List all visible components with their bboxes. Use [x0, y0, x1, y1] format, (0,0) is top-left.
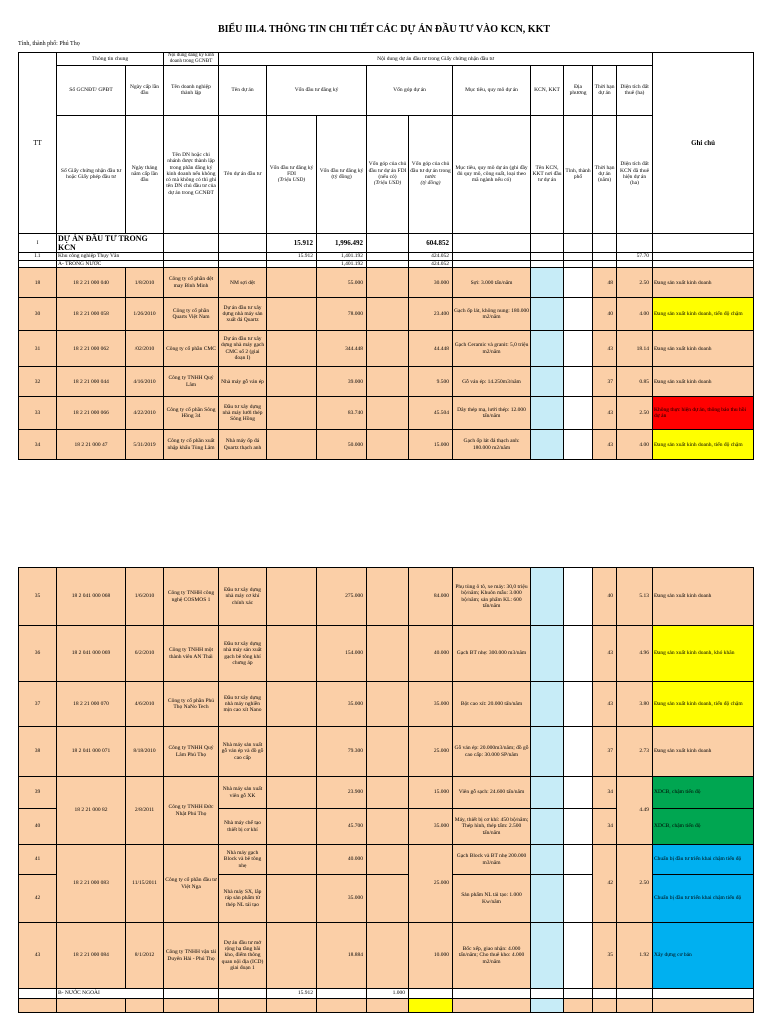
project-objective: Gạch ốp lát, không nung: 180.000 m2/năm — [453, 298, 531, 331]
summary-name: A- TRONG NƯỚC — [57, 260, 164, 267]
project-name: Nhà máy sản xuất gỗ ván ép và đồ gỗ cao cấp — [219, 727, 267, 777]
issue-date: 1/8/2010 — [126, 268, 164, 298]
header-objective: Mục tiêu, quy mô dự án — [453, 65, 531, 115]
land-area: 2.50 — [617, 845, 653, 923]
registered-capital: 35.000 — [317, 875, 367, 923]
project-name: Dự án đầu tư xây dựng nhà máy gạch CMC số 2 (giai đoạn I) — [219, 331, 267, 367]
duration: 40 — [593, 298, 617, 331]
row-number: 40 — [19, 809, 57, 845]
table-row — [19, 367, 754, 397]
cert-number: 18 2 041 000 068 — [57, 568, 126, 626]
subheader-kcn: Tên KCN, KKT nơi đầu tư dự án — [531, 115, 564, 233]
row-number: 41 — [19, 845, 57, 875]
company-name: Công ty TNHH công nghệ COSMOS 1 — [164, 568, 219, 626]
issue-date: 5/31/2019 — [126, 430, 164, 460]
project-name: Đầu tư xây dựng nhà máy nghiền mịn cao xít Nano — [219, 682, 267, 727]
subheader-domestic: Vốn đầu tư đăng ký (tỷ đồng) — [317, 115, 367, 233]
land-area: 0.85 — [617, 367, 653, 397]
duration: 43 — [593, 331, 617, 367]
issue-date: 4/22/2010 — [126, 397, 164, 430]
status-note: Đang sản xuất kinh doanh, tiến độ chậm — [653, 430, 754, 460]
cert-number: 18 2 21 000 044 — [57, 367, 126, 397]
registered-capital: 40.000 — [317, 845, 367, 875]
project-name: Dự án đầu tư mở rộng hạ tầng bãi kho, điểm thông quan nội địa (ICD) giai đoạn 1 — [219, 923, 267, 989]
company-name: Công ty cổ phần Sông Hồng 34 — [164, 397, 219, 430]
table-row — [19, 845, 754, 875]
table-row — [19, 331, 754, 367]
contributed-capital: 15.000 — [409, 777, 453, 809]
project-name: Nhà máy sản xuất viên gỗ XK — [219, 777, 267, 809]
status-note: Đang sản xuất kinh doanh, khó khăn — [653, 626, 754, 682]
row-number: 36 — [19, 626, 57, 682]
header-tt: TT — [19, 53, 57, 234]
company-name: Công ty TNHH Quý Lâm — [164, 367, 219, 397]
row-number: 39 — [19, 777, 57, 809]
subheader-duration: Thời hạn dự án (năm) — [593, 115, 617, 233]
duration: 34 — [593, 809, 617, 845]
table-row — [19, 568, 754, 626]
registered-capital: 275.000 — [317, 568, 367, 626]
header-company: Tên doanh nghiệp thành lập — [164, 65, 219, 115]
project-objective: Gạch Block và BT nhẹ 200.000 m3/năm — [453, 845, 531, 875]
land-area: 3.80 — [617, 682, 653, 727]
issue-date: 4/16/2010 — [126, 367, 164, 397]
issue-date: 4/6/2010 — [126, 682, 164, 727]
table-row — [19, 298, 754, 331]
duration: 40 — [593, 568, 617, 626]
contributed-capital: 9.500 — [409, 367, 453, 397]
status-note: XDCB, chậm tiến độ — [653, 777, 754, 809]
project-objective: Gỗ ván ép: 14.250m3/năm — [453, 367, 531, 397]
contributed-capital: 23.400 — [409, 298, 453, 331]
table-row — [19, 682, 754, 727]
issue-date: 8/18/2010 — [126, 727, 164, 777]
table-row — [19, 626, 754, 682]
land-area: 2.50 — [617, 268, 653, 298]
cert-number: 18 2 21 000 070 — [57, 682, 126, 727]
table-row — [19, 923, 754, 989]
projects-table-top — [18, 52, 754, 460]
subheader-company: Tên DN hoặc chi nhánh được thành lập trong phần đăng ký kinh doanh nếu không có mà không có thì ghi tên DN chủ đầu tư của dự án trong GCNĐT — [164, 115, 219, 233]
table-row — [19, 430, 754, 460]
summary-name: DỰ ÁN ĐẦU TƯ TRONG KCN — [57, 233, 164, 252]
cert-number: 18 2 041 000 071 — [57, 727, 126, 777]
project-name: Nhà máy SX, lắp ráp sản phẩm từ thép NL tái tạo — [219, 875, 267, 923]
row-number: 43 — [19, 923, 57, 989]
land-area: 4.00 — [617, 298, 653, 331]
contributed-capital: 45.504 — [409, 397, 453, 430]
status-note: Đang sản xuất kinh doanh, tiến độ chậm — [653, 298, 754, 331]
issue-date: 8/1/2012 — [126, 923, 164, 989]
company-name: Công ty TNHH Quý Lâm Phú Thọ — [164, 727, 219, 777]
subheader-cert: Số Giấy chứng nhận đầu tư hoặc Giấy phép đầu tư — [57, 115, 126, 233]
contributed-capital: 15.000 — [409, 430, 453, 460]
cert-number: 18 2 21 000 040 — [57, 268, 126, 298]
contributed-capital: 84.000 — [409, 568, 453, 626]
status-note: Chuẩn bị đầu tư triển khai chậm tiến độ — [653, 845, 754, 875]
header-registered-capital: Vốn đầu tư đăng ký — [267, 65, 367, 115]
land-area: 5.13 — [617, 568, 653, 626]
issue-date: 6/2/2010 — [126, 626, 164, 682]
province-label: Tỉnh, thành phố: Phú Thọ — [18, 41, 80, 47]
duration: 43 — [593, 430, 617, 460]
row-number: 30 — [19, 298, 57, 331]
project-name: Nhà máy gạch Block và bê tông nhẹ — [219, 845, 267, 875]
cert-number: 18 2 21 000 82 — [57, 777, 126, 845]
project-objective: Sợi: 3.000 tấn/năm — [453, 268, 531, 298]
project-name: Đầu tư xây dựng nhà máy sản xuất gạch bê tông khí chưng áp — [219, 626, 267, 682]
contributed-capital: 30.000 — [409, 268, 453, 298]
duration: 43 — [593, 682, 617, 727]
header-project-name: Tên dự án — [219, 65, 267, 115]
project-name: Nhà máy chế tạo thiết bị cơ khí — [219, 809, 267, 845]
company-name: Công ty cổ phần xuất nhập khẩu Tùng Lâm — [164, 430, 219, 460]
contributed-capital: 40.000 — [409, 626, 453, 682]
cert-number: 18 2 21 000 47 — [57, 430, 126, 460]
row-number: 35 — [19, 568, 57, 626]
duration: 35 — [593, 923, 617, 989]
company-name: Công ty cổ phần CMC — [164, 331, 219, 367]
project-objective: Máy, thiết bị cơ khí: 450 bộ/năm; Thép hình, thép tấm: 2.500 tấn/năm — [453, 809, 531, 845]
company-name: Công ty TNHH một thành viên AN Thái — [164, 626, 219, 682]
header-locality: Địa phương — [564, 65, 593, 115]
status-note: Xây dựng cơ bản — [653, 923, 754, 989]
project-objective: Gạch BT nhẹ: 300.000 m3/năm — [453, 626, 531, 682]
issue-date: 1/6/2010 — [126, 568, 164, 626]
row-number: 18 — [19, 268, 57, 298]
duration: 43 — [593, 626, 617, 682]
cert-number: 18 2 21 000 062 — [57, 331, 126, 367]
land-area: 4.00 — [617, 430, 653, 460]
issue-date: 1/26/2010 — [126, 298, 164, 331]
row-number: 37 — [19, 682, 57, 727]
registered-capital: 35.000 — [317, 682, 367, 727]
registered-capital: 45.700 — [317, 809, 367, 845]
registered-capital: 154.000 — [317, 626, 367, 682]
project-objective: Viên gỗ sạch: 24.600 tấn/năm — [453, 777, 531, 809]
header-kcn: KCN, KKT — [531, 65, 564, 115]
header-registration: Nội dung đăng ký kinh doanh trong GCNĐT — [164, 53, 219, 66]
project-objective: Dây thép mạ, lưới thép: 12.000 tấn/năm — [453, 397, 531, 430]
contributed-capital: 10.000 — [409, 923, 453, 989]
land-area: 2.73 — [617, 727, 653, 777]
document-title: BIỂU III.4. THÔNG TIN CHI TIẾT CÁC DỰ ÁN ĐẦU TƯ VÀO KCN, KKT — [217, 24, 551, 35]
subheader-contrib-fdi: Vốn góp của chủ đầu tư dự án FDI (nếu có) (Triệu USD) — [367, 115, 409, 233]
row-number: 38 — [19, 727, 57, 777]
cert-number: 18 2 21 000 066 — [57, 397, 126, 430]
company-name: Công ty TNHH vận tải Duyên Hải - Phú Thọ — [164, 923, 219, 989]
duration: 34 — [593, 777, 617, 809]
status-note: Đang sản xuất kinh doanh — [653, 331, 754, 367]
project-objective: Sản phẩm NL tái tạo: 1.000 Kw/năm — [453, 875, 531, 923]
header-duration: Thời hạn dự án — [593, 65, 617, 115]
status-note: Chuẩn bị đầu tư triển khai chậm tiến độ — [653, 875, 754, 923]
registered-capital: 83.740 — [317, 397, 367, 430]
header-cert-no: Số GCNĐT/ GPĐT — [57, 65, 126, 115]
summary-row-1: I DỰ ÁN ĐẦU TƯ TRONG KCN 15.912 1,996.492 604.852 — [19, 233, 754, 252]
row-number: 31 — [19, 331, 57, 367]
issue-date: 2/8/2011 — [126, 777, 164, 845]
company-name: Công ty cổ phần đầu tư Việt Nga — [164, 845, 219, 923]
header-contributed-capital: Vốn góp dự án — [367, 65, 453, 115]
foreign-section-row — [19, 989, 754, 999]
project-objective: Gạch Ceramic và granit: 5,0 triệu m2/năm — [453, 331, 531, 367]
registered-capital: 23.900 — [317, 777, 367, 809]
summary-name: Khu công nghiệp Thụy Vân — [57, 252, 164, 260]
land-area: 4.49 — [617, 777, 653, 845]
status-note: Đang sản xuất kinh doanh — [653, 367, 754, 397]
company-name: Công ty cổ phần Quarts Việt Nam — [164, 298, 219, 331]
row-number: 42 — [19, 875, 57, 923]
table-row — [19, 777, 754, 809]
subheader-area: Diện tích đất KCN đã thuê hiện dự án (ha) — [617, 115, 653, 233]
duration: 42 — [593, 845, 617, 923]
duration: 48 — [593, 268, 617, 298]
row-number: 32 — [19, 367, 57, 397]
header-issue-date: Ngày cấp lần đầu — [126, 65, 164, 115]
contributed-capital: 44.448 — [409, 331, 453, 367]
table-row — [19, 397, 754, 430]
registered-capital: 79.300 — [317, 727, 367, 777]
registered-capital: 78.000 — [317, 298, 367, 331]
row-number: 33 — [19, 397, 57, 430]
row-number: 34 — [19, 430, 57, 460]
company-name: Công ty cổ phần Phú Thọ NaNo Tech — [164, 682, 219, 727]
subheader-fdi: Vốn đầu tư đăng ký FDI (Triệu USD) — [267, 115, 317, 233]
section-name: B- NƯỚC NGOÀI — [57, 989, 164, 999]
issue-date: 11/15/2011 — [126, 845, 164, 923]
company-name: Công ty TNHH Đức Nhật Phú Thọ — [164, 777, 219, 845]
subheader-locality: Tỉnh, thành phố — [564, 115, 593, 233]
duration: 37 — [593, 727, 617, 777]
contributed-capital: 25.000 — [409, 727, 453, 777]
projects-table-bottom — [18, 567, 754, 1013]
contributed-capital: 35.000 — [409, 809, 453, 845]
land-area: 1.92 — [617, 923, 653, 989]
issue-date: /02/2010 — [126, 331, 164, 367]
cert-number: 18 2 21 000 083 — [57, 845, 126, 923]
status-note: XDCB, chậm tiến độ — [653, 809, 754, 845]
project-name: Dự án đầu tư xây dựng nhà máy sản xuất đá Quartz — [219, 298, 267, 331]
header-notes: Ghi chú — [653, 53, 754, 234]
project-objective: Gỗ ván ép: 20.000m3/năm; đồ gỗ cao cấp: 30.000 SP/năm — [453, 727, 531, 777]
land-area: 18.14 — [617, 331, 653, 367]
table-row — [19, 999, 754, 1013]
land-area: 2.50 — [617, 397, 653, 430]
project-name: Đầu tư xây dựng nhà máy lưới thép Sông Hồng — [219, 397, 267, 430]
cert-number: 18 2 21 000 058 — [57, 298, 126, 331]
subheader-date: Ngày tháng năm cấp lần đầu — [126, 115, 164, 233]
summary-row-2: I.1 Khu công nghiệp Thụy Vân 15.912 1,401.192 424.052 57.70 — [19, 252, 754, 260]
project-objective: Phụ tùng ô tô, xe máy: 30,0 triệu bộ/năm; Khuôn mẫu: 3.000 bộ/năm; sản phẩm KL: 600 tấn/năm — [453, 568, 531, 626]
project-name: Nhà máy gỗ ván ép — [219, 367, 267, 397]
project-objective: Gạch ốp lát đá thạch anh: 180.000 m2/năm — [453, 430, 531, 460]
fdi-contribution: 1.000 — [367, 989, 409, 999]
table-row — [19, 268, 754, 298]
fdi-capital: 15.912 — [267, 989, 317, 999]
table-row — [19, 727, 754, 777]
subheader-project: Tên dự án đầu tư — [219, 115, 267, 233]
contributed-capital: 35.000 — [409, 682, 453, 727]
company-name: Công ty cổ phần dệt may Bình Minh — [164, 268, 219, 298]
land-area: 4.96 — [617, 626, 653, 682]
registered-capital: 55.000 — [317, 268, 367, 298]
status-note: Đang sản xuất kinh doanh — [653, 268, 754, 298]
header-project-content: Nội dung dự án đầu tư trong Giấy chứng nhận đầu tư — [219, 53, 653, 66]
duration: 43 — [593, 397, 617, 430]
subheader-contrib-domestic: Vốn góp của chủ đầu tư dự án trong nước (tỷ đồng) — [409, 115, 453, 233]
registered-capital: 50.000 — [317, 430, 367, 460]
status-note: Đang sản xuất kinh doanh — [653, 568, 754, 626]
status-note: Không thực hiện dự án, thông báo thu hồi dự án — [653, 397, 754, 430]
cert-number: 18 2 21 000 084 — [57, 923, 126, 989]
status-note: Đang sản xuất kinh doanh, tiến độ chậm — [653, 682, 754, 727]
header-general: Thông tin chung — [57, 53, 164, 66]
project-name: NM sợi dệt — [219, 268, 267, 298]
registered-capital: 18.884 — [317, 923, 367, 989]
project-name: Nhà máy ốp đá Quartz thạch anh — [219, 430, 267, 460]
cert-number: 18 2 041 000 069 — [57, 626, 126, 682]
header-area: Diện tích đất thuê (ha) — [617, 65, 653, 115]
status-note: Đang sản xuất kinh doanh — [653, 727, 754, 777]
registered-capital: 344.448 — [317, 331, 367, 367]
project-name: Đầu tư xây dựng nhà máy cơ khí chính xác — [219, 568, 267, 626]
subheader-objective: Mục tiêu, quy mô dự án (ghi đầy đủ quy mô, công suất, loại theo mã ngành nếu có) — [453, 115, 531, 233]
contributed-capital: 25.000 — [409, 845, 453, 923]
summary-row-3: A- TRONG NƯỚC 1,401.192 424.052 — [19, 260, 754, 267]
registered-capital: 39.000 — [317, 367, 367, 397]
project-objective: Bột cao xít: 20.000 tấn/năm — [453, 682, 531, 727]
project-objective: Bốc xếp, giao nhận: 4.000 tấn/năm; Cho thuê kho: 4.000 m2/năm — [453, 923, 531, 989]
duration: 37 — [593, 367, 617, 397]
